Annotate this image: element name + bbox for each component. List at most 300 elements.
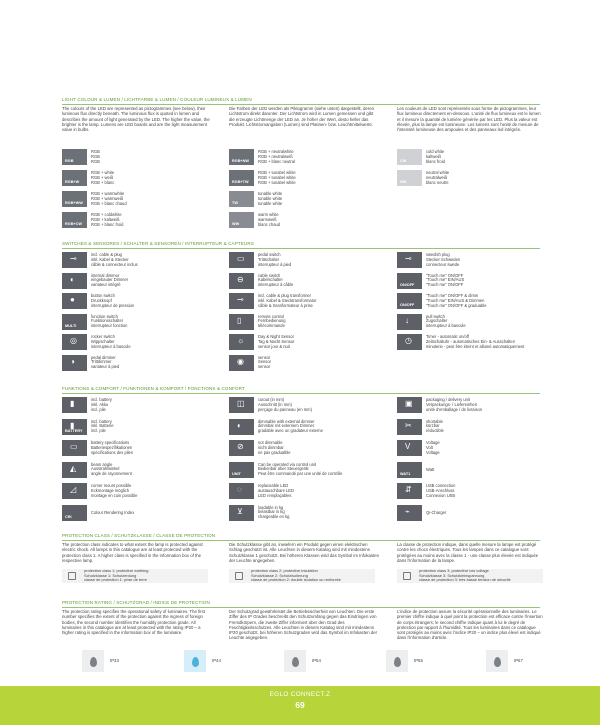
light-text-en: The colours of the LED are represented as pictogrammes (see below), their luminous flux directly beneath. The luminous flux is quoted in lumen and describes the amount of light generated by the LED. The higher the value, the brighter is the lamp. Lumens are LED boards and are the light measurement value in bulbs. [62, 106, 210, 133]
label-line: montage en coin possible [91, 492, 138, 498]
switch-label [91, 315, 127, 330]
ip-rating-label: IP54 [312, 658, 321, 663]
label-line: blanc neutre [426, 179, 449, 185]
icon-label: TW [232, 201, 238, 205]
label-line: Schutzklasse 2: Schutzisolierung [251, 572, 308, 578]
section-title-switches: SWITCHES & SENSORES / SCHALTER & SENSOREN / INTERRUPTEUR & CAPTEURS [62, 241, 254, 246]
icon-label: WAT1 [400, 471, 411, 476]
transformer-glyph: ⊸ [237, 295, 244, 304]
protection-class-text-fr: La classe de protection indique, dans quelle mesure la lampe est protégé contre les chocs électriques. Tous les lampes dans ce catalogue sont protégées au moins avec la classe 1 - une classe plus élevée est indiquée dans l'information de la lampe. [397, 542, 539, 563]
protection-rating-text-fr: L'indice de protection assure la sécurité opérationnelle des luminaires. Le premier chiffre indique à quel point la protection est efficace contre l'insertion de corps étrangers; le second chiffre indique quant à lui le degré de protection par rapport à l'humidité. Tous les luminaires dans ce catalogue sont protégés au moins avec l'indice IP20 – un indice plus élevé est indiqué dans l'information d'article. [397, 609, 543, 641]
accu-glyph: ▮ [70, 399, 75, 408]
label-line: minuterie - peut être éteint et allumé automatiquement [426, 343, 525, 349]
switch-label [91, 294, 134, 309]
switch-label [258, 294, 316, 309]
label-line: packaging / delivery unit [426, 397, 470, 402]
label-line: RGB + blanc [91, 179, 115, 185]
transformer-icon [229, 293, 254, 309]
footer-title: EGLO CONNECT.Z [269, 691, 331, 698]
label-line: blanc chaud [258, 221, 281, 227]
pull-switch-glyph: ↓ [405, 315, 409, 325]
drop-shape [494, 657, 501, 667]
label-line: Fernbedienung [258, 318, 286, 324]
label-line: câble & connecteur inclus [91, 261, 138, 267]
light-colour-label [91, 171, 114, 186]
pedal-dimmer-glyph: ◑ [70, 356, 75, 366]
icon-label: RGB+TW [232, 180, 249, 184]
light-colour-icon [62, 191, 87, 207]
switch-label [258, 253, 291, 268]
accu-icon [62, 397, 87, 413]
beam-angle-glyph: ◭ [70, 463, 77, 473]
label-line: pedal dimmer [91, 354, 116, 360]
ip-rating-label: IP33 [110, 658, 119, 663]
function-label [258, 463, 342, 478]
rocker-switch-icon [62, 334, 87, 350]
label-line: Trittdimmer [91, 359, 112, 365]
label-line: RGB + neutralwhite [258, 149, 294, 154]
ip-rating-label: IP44 [212, 658, 221, 663]
usb-icon [397, 483, 422, 499]
label-line: kürzbar [426, 423, 440, 429]
water-drop-icon [486, 650, 508, 672]
shortable-icon [397, 419, 422, 435]
replaceable-led-glyph: ◌ [237, 485, 242, 494]
label-line: incl. pile [91, 428, 106, 434]
watt-icon [397, 462, 422, 478]
label-line: Tag & Nacht Sensor [258, 338, 295, 344]
ip-rating-label: IP65 [414, 658, 423, 663]
light-colour-label [91, 150, 100, 165]
section-title-protection-class: PROTECTION CLASS / SCHUTZKLASSE / CLASSE DE PROTECTION [62, 533, 216, 538]
label-line: cutout (in mm) [258, 397, 285, 402]
label-line: sensor [258, 364, 271, 370]
label-line: blanc froid [426, 158, 445, 164]
switch-label [426, 315, 466, 330]
load-kg-icon [229, 505, 254, 521]
label-line: protection class 1: protective earthing [84, 568, 149, 573]
timer-glyph: ◷ [405, 336, 412, 345]
switch-label [426, 274, 464, 289]
protection-rating-text-de: Der Schutzgrad gewährleistet die Betriebssicherheit von Leuchten. Die erste Ziffer des IP Grades beschreibt den Schutzumfang gegen das Eindringen von Fremdkörpern, die zweite Ziffer informiert über den Grad des Feuchtigkeitsschutzes. Alle Leuchten in diesem Katalog sind mit mindestens IP20 geschützt, bei höheren Schutzgraden wird das Symbol im Infokasten der Leuchte angegeben. [229, 609, 378, 641]
function-label [258, 506, 289, 521]
section-rule [62, 540, 540, 541]
label-line: warmweiß [258, 216, 277, 222]
voltage-glyph: V [405, 442, 411, 451]
label-line: RGB + warmweiß [91, 195, 124, 201]
label-line: Funktionsschalter [91, 318, 124, 324]
label-line: "Touch me" EIN/AUS & Dimmen [426, 297, 485, 303]
label-line: RGB + tunabel white [258, 179, 296, 185]
label-line: interrupteur à pied [258, 261, 292, 267]
label-line: spécifications des piles [91, 449, 133, 455]
function-switch-icon [62, 314, 87, 330]
protection-class-box [397, 569, 543, 583]
pull-switch-icon [397, 314, 422, 330]
label-line: RGB [91, 158, 100, 164]
icon-label: RGB [65, 159, 74, 163]
footer-bar [0, 686, 600, 725]
label-line: internal dimmer [91, 272, 120, 278]
timer-icon [397, 334, 422, 350]
qi-charger-glyph: ⌁ [405, 506, 410, 516]
label-line: Voltage [426, 440, 440, 445]
icon-label: RGB+CW [65, 222, 82, 226]
protection-class-label [84, 569, 148, 583]
section-rule [62, 607, 540, 608]
label-line: LED remplaçables [258, 492, 292, 498]
switch-label [258, 274, 293, 289]
water-drop-icon [386, 650, 408, 672]
ip-rating-item [284, 648, 344, 674]
switch-label [258, 335, 294, 350]
label-line: RGB + coldwhite [91, 212, 122, 217]
page-number: 69 [295, 700, 305, 710]
water-drop-icon [82, 650, 104, 672]
water-drop-icon [284, 650, 306, 672]
day-night-sensor-icon [229, 334, 254, 350]
beam-angle-icon [62, 462, 87, 478]
protection-class-text-de: Die Schutzklasse gibt an, inwiefern ein Produkt gegen einen elektrischen Schlag geschützt ist. Alle Leuchten in diesem Katalog sind mit mindestens Schutzklasse 1 geschützt. Bei höheren Klassen wird das Symbol im Infokasten der Leuchte angegeben. [229, 542, 379, 563]
switch-label [91, 335, 131, 350]
label-line: rocker switch [91, 334, 115, 339]
shortable-glyph: ✂ [405, 420, 412, 430]
label-line: Ausschnitt (in mm) [258, 401, 292, 407]
section-title-light: LIGHT COLOUR & LUMEN / LICHTFARBE & LUMEN / COULEUR LUMINEUX & LUMEN [62, 97, 252, 102]
light-colour-icon [229, 149, 254, 165]
label-line: incl. cable & plug transformer [258, 293, 312, 298]
switch-label [91, 356, 119, 371]
label-line: inkl. Kabel & Stecktransformator [258, 297, 317, 303]
icon-label: RGB+WW [65, 201, 83, 205]
switch-label [426, 294, 486, 309]
label-line: Can be operated via control unit [258, 461, 317, 467]
protection-class-box [62, 569, 208, 583]
protection-class-3-icon [403, 572, 411, 580]
icon-label: RGB+W [65, 180, 80, 184]
battery-specs-glyph: ▭ [70, 442, 78, 451]
label-line: "Touch me" ON/OFF [426, 282, 464, 288]
dimmer-icon [62, 273, 87, 289]
label-line: RGB + white [91, 170, 115, 175]
section-rule [62, 393, 540, 394]
light-colour-label [91, 213, 123, 228]
label-line: tunable white [258, 200, 283, 206]
icon-label: RGB+NW [232, 159, 249, 163]
label-line: RGB + warmwhite [91, 191, 125, 196]
function-label [426, 441, 440, 456]
label-line: button switch [91, 293, 115, 298]
label-line: eingebauter Dimmer [91, 277, 129, 283]
protection-class-text-en: The protection class indicates to what extent the lamp is protected against electric shock. All lamps in this catalogue are at least protected with the protection class 1. A higher class is specified in the information box of the respective lamp. [62, 542, 203, 563]
label-line: "Touch me" ON/OFF & graduable [426, 302, 487, 308]
not-dimmable-glyph: ⊘ [237, 442, 244, 451]
label-line: Sensor [258, 359, 271, 365]
label-line: tunable white [258, 195, 283, 201]
button-switch-icon [62, 293, 87, 309]
label-line: Verpackungs- / Liefereinheit [426, 401, 477, 407]
label-line: USB-Anschluss [426, 487, 455, 493]
label-line: Ausstrahlwinkel [91, 466, 120, 472]
light-colour-label [258, 213, 280, 228]
label-line: inkl. Batterie [91, 423, 114, 429]
label-line: Watt [426, 466, 435, 472]
corner-mount-icon [62, 483, 87, 499]
icon-label: ON/OFF [400, 282, 415, 287]
label-line: RGB + tunabel white [258, 174, 296, 180]
light-colour-icon [397, 170, 422, 186]
icon-label: NW [400, 180, 407, 184]
function-label [91, 420, 114, 435]
label-line: incl. battery [91, 397, 112, 402]
function-label [91, 398, 112, 413]
section-title-functions: FUNKTIONS & COMFORT / FUNKTIONEN & KOMFORT / FONCTIONS & CONFORT [62, 386, 245, 391]
label-line: cable switch [258, 272, 281, 278]
label-line: télécommande [258, 323, 285, 329]
label-line: classe de protection 2: double isolation ou renforcée [251, 577, 341, 583]
remote-control-glyph: ▯ [237, 315, 242, 325]
pedal-switch-icon [229, 252, 254, 268]
label-line: sensor jour & nuit [258, 343, 290, 349]
label-line: perçage du panneau (en mm) [258, 406, 312, 412]
day-night-sensor-glyph: ☼ [237, 336, 245, 345]
label-line: remote control [258, 313, 285, 319]
ip-rating-item [486, 648, 546, 674]
rocker-switch-glyph: ◎ [70, 336, 77, 345]
protection-class-label [251, 569, 341, 583]
label-line: RGB + blanc neutral [258, 158, 295, 164]
light-colour-icon [229, 191, 254, 207]
label-line: variateur à pied [91, 364, 120, 370]
corner-mount-glyph: ◿ [70, 485, 77, 494]
button-switch-glyph: ● [70, 295, 75, 304]
protection-rating-text-en: The protection rating specifies the operational safety of luminaires. The first number specifies the extent of the protection against the ingress of foreign bodies, the second number identifies the humidity protection grade. All luminaires in this catalogue are at least protected with the rating IP20 – a higher rating is specified in the information box of the luminaire. [62, 609, 205, 636]
label-line: neutralweiß [426, 174, 448, 180]
light-colour-label [258, 192, 282, 207]
label-line: austauschbare LED [258, 487, 294, 493]
label-line: not dimmable [258, 440, 283, 445]
switch-label [426, 335, 524, 350]
label-line: Zugschalter [426, 318, 448, 324]
protection-class-box [229, 569, 375, 583]
ip-rating-item [184, 648, 244, 674]
label-line: Batteriespezifikationen [91, 444, 133, 450]
label-line: Colour Rendering Index [91, 509, 135, 515]
label-line: cold white [426, 149, 445, 154]
label-line: RGB + weiß [91, 174, 114, 180]
light-colour-label [426, 150, 445, 165]
switch-label [258, 356, 271, 371]
label-line: interrupteur fonction [91, 323, 128, 329]
function-label [426, 398, 482, 413]
icon-label: UNIT [232, 471, 241, 476]
function-label [91, 511, 134, 516]
label-line: dimmbar mit externem Dimmer [258, 423, 315, 429]
function-label [426, 420, 444, 435]
function-label [258, 441, 291, 456]
label-line: Eckmontage möglich [91, 487, 129, 493]
label-line: battery specifications [91, 440, 130, 445]
function-label [426, 511, 446, 516]
label-line: connecteur swede [426, 261, 460, 267]
battery-specs-icon [62, 440, 87, 456]
label-line: Connexion USB [426, 492, 456, 498]
usb-glyph: ⇵ [405, 485, 412, 494]
label-line: corner mount possible [91, 483, 132, 488]
light-colour-icon [62, 170, 87, 186]
sensor-icon [229, 355, 254, 371]
label-line: Bedienbar über Steuergerät [258, 466, 309, 472]
protection-class-label [419, 569, 511, 583]
light-colour-label [258, 171, 296, 186]
section-rule [62, 248, 540, 249]
label-line: protection class 2: protective insulation [251, 568, 318, 573]
battery-icon [62, 419, 87, 435]
battery-glyph: ▮ [70, 420, 75, 430]
light-colour-label [91, 192, 127, 207]
label-line: "Touch me" ON/OFF & dimm [426, 293, 479, 298]
label-line: classe de protection 3: très basse tension de sécurité [419, 577, 511, 583]
light-text-fr: Les couleurs de LED sont représentés sous forme de pictogrammes, leur flux lumineux directement en-dessous. L'unité de flux lumineux est le lumen et il mesure la quantité de lumière générée par les LED. Plus la valeur est élevée, plus la lampe est lumineuse. Les lumens sont l'unité de mesure de l'intensité lumineuse des ampoules et des panneaux led intégrés. [397, 106, 541, 133]
label-line: kaltweiß [426, 153, 442, 159]
control-unit-icon [229, 462, 254, 478]
touch-dimm-icon [397, 293, 422, 309]
function-label [426, 484, 455, 499]
section-rule [62, 104, 540, 105]
switch-label [91, 253, 138, 268]
touch-on-off-icon [397, 273, 422, 289]
label-line: incl. battery [91, 418, 112, 424]
dimmable-glyph: ◐ [237, 420, 242, 430]
ip-rating-item [386, 648, 446, 674]
label-line: interrupteur de pression [91, 302, 135, 308]
label-line: RGB [91, 153, 100, 159]
label-line: protection class 3: protective low voltage [419, 568, 489, 573]
label-line: câble & transformateur à prise [258, 302, 313, 308]
packaging-icon [397, 397, 422, 413]
cable-switch-icon [229, 273, 254, 289]
switch-label [258, 315, 286, 330]
function-label [258, 484, 294, 499]
label-line: Kabelschalter [258, 277, 283, 283]
label-line: beam angle [91, 461, 113, 467]
label-line: Zeitschaltuhr - automatisches Ein- & Ausschalten [426, 338, 515, 344]
label-line: pull switch [426, 313, 445, 319]
label-line: swedish plug [426, 252, 450, 257]
pedal-dimmer-icon [62, 355, 87, 371]
remote-control-icon [229, 314, 254, 330]
drop-shape [394, 657, 401, 667]
label-line: Voltage [426, 449, 440, 455]
label-line: chargeable en kg [258, 514, 290, 520]
cutout-glyph: ◫ [237, 399, 245, 408]
label-line: RGB + neutralweiß [258, 153, 293, 159]
label-line: Stecker Schweden [426, 256, 461, 262]
function-label [91, 441, 133, 456]
switch-label [91, 274, 128, 289]
label-line: inkl. Akku [91, 401, 109, 407]
label-line: belastbar in kg [258, 509, 285, 515]
icon-label: WW [232, 222, 240, 226]
label-line: interrupteur à câble [258, 282, 294, 288]
section-title-protection-rating: PROTECTION RATING / SCHUTZGRAD / INDICE DE PROTECTION [62, 600, 210, 605]
qi-charger-icon [397, 505, 422, 521]
label-line: Peut être commandé par une unité de contrôle [258, 471, 343, 477]
water-drop-icon [184, 650, 206, 672]
label-line: Wippschalter [91, 338, 115, 344]
label-line: function switch [91, 313, 118, 319]
label-line: pedal switch [258, 252, 281, 257]
light-colour-icon [62, 149, 87, 165]
label-line: neutral white [426, 170, 450, 175]
label-line: angle de rayonnement [91, 471, 132, 477]
cable-switch-glyph: ⊖ [237, 274, 244, 284]
sensor-glyph: ◉ [237, 356, 244, 366]
light-colour-label [426, 171, 449, 186]
label-line: incl. cable & plug [91, 252, 122, 257]
label-line: USB connection [426, 483, 456, 488]
light-colour-icon [62, 212, 87, 228]
label-line: classe de protection 1: prise de terre [84, 577, 147, 583]
icon-label: CRI [65, 514, 72, 519]
light-colour-icon [229, 212, 254, 228]
cable-plug-icon [62, 252, 87, 268]
label-line: "Touch me" EIN/AUS [426, 277, 465, 283]
label-line: RGB + kaltweiß [91, 216, 120, 222]
label-line: inkl. Kabel & Stecker [91, 256, 129, 262]
label-line: interrupteur à bascule [426, 323, 466, 329]
switch-label [426, 253, 460, 268]
label-line: Timer - automatic on/off [426, 334, 470, 339]
not-dimmable-icon [229, 440, 254, 456]
label-line: Trittschalter [258, 256, 280, 262]
dimmer-glyph: ◐ [70, 274, 75, 284]
load-kg-glyph: ⊻ [237, 506, 243, 516]
dimmable-icon [229, 419, 254, 435]
icon-label: BATTERY [65, 428, 83, 433]
swedish-plug-glyph: ⊸ [405, 254, 412, 263]
cri-icon [62, 505, 87, 521]
function-label [426, 468, 434, 473]
protection-class-2-icon [235, 572, 243, 580]
label-line: Volt [426, 444, 433, 450]
label-line: loadable in kg [258, 504, 284, 510]
label-line: Day & Night Sensor [258, 334, 294, 339]
label-line: sensor [258, 354, 271, 360]
label-line: dimmable with external dimmer [258, 418, 315, 424]
replaceable-led-icon [229, 483, 254, 499]
label-line: Qi-Charger [426, 509, 447, 515]
label-line: "Touch me" ON/OFF [426, 272, 464, 278]
light-colour-icon [397, 149, 422, 165]
icon-label: CW [400, 159, 407, 163]
drop-shape [192, 657, 199, 667]
ip-rating-row [62, 648, 540, 674]
ip-rating-item [82, 648, 142, 674]
cable-plug-glyph: ⊸ [70, 254, 77, 263]
function-label [91, 484, 137, 499]
label-line: RGB [91, 149, 100, 154]
label-line: gradable avec un gradateur externe [258, 428, 323, 434]
light-colour-icon [229, 170, 254, 186]
label-line: Druckknopf [91, 297, 112, 303]
label-line: réductible [426, 428, 444, 434]
protection-class-1-icon [68, 572, 76, 580]
label-line: warm white [258, 212, 279, 217]
icon-label: ON/OFF [400, 303, 415, 307]
label-line: RGB + blanc froid [91, 221, 124, 227]
label-line: RGB + blanc chaud [91, 200, 127, 206]
